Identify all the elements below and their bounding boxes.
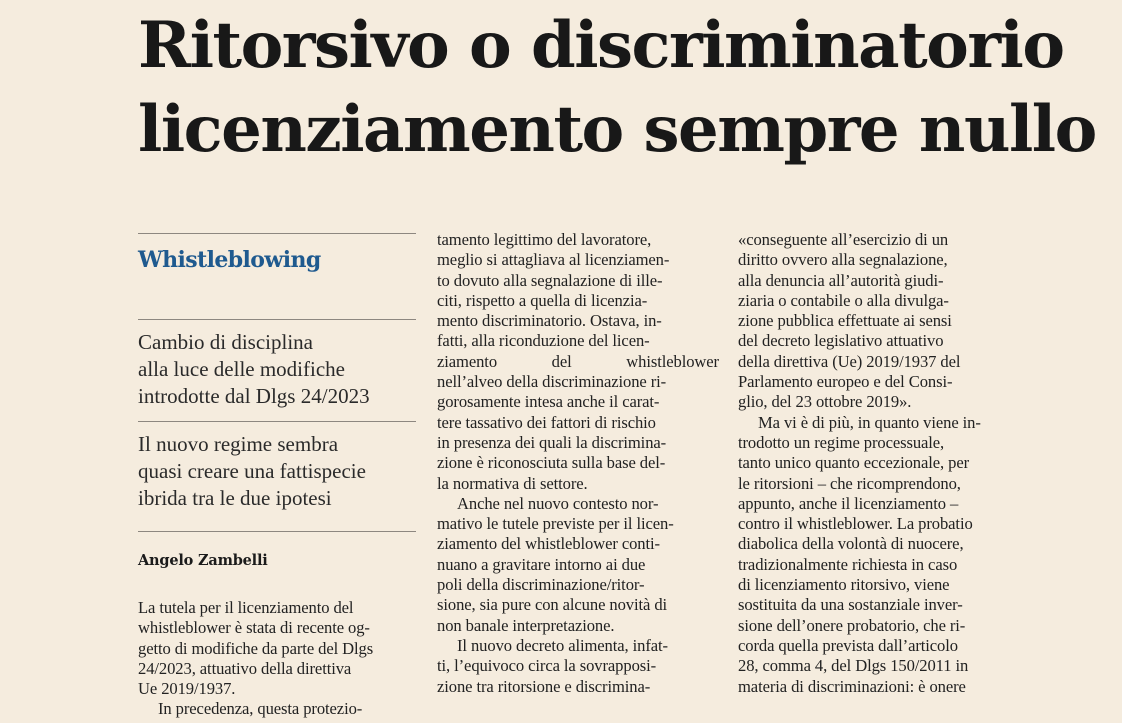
subheadline-line: introdotte dal Dlgs 24/2023 xyxy=(138,384,370,408)
article-body-column-1 xyxy=(138,598,416,720)
subheadline-line: quasi creare una fattispecie xyxy=(138,459,366,483)
text-line: citi, rispetto a quella di licenzia- xyxy=(437,290,648,310)
headline-line: licenziamento sempre nullo xyxy=(138,92,1096,167)
subheadline-line: alla luce delle modifiche xyxy=(138,357,345,381)
text-line: sostituita da una sostanziale inver- xyxy=(738,595,963,615)
text-line: diabolica della volontà di nuocere, xyxy=(738,534,964,554)
subheadline-line: Il nuovo regime sembra xyxy=(138,432,339,456)
text-line: «conseguente all’esercizio di un xyxy=(738,230,949,249)
text-line: sione, sia pure con alcune novità di xyxy=(437,595,668,615)
subheadline-line: Cambio di disciplina xyxy=(138,330,313,354)
text-line: ti, l’equivoco circa la sovrapposi- xyxy=(437,656,657,676)
text-line: appunto, anche il licenziamento – xyxy=(738,493,959,513)
text-line: diritto ovvero alla segnalazione, xyxy=(738,250,948,270)
text-line: ziamento del whistleblower conti- xyxy=(437,534,660,554)
author-byline: Angelo Zambelli xyxy=(138,552,268,569)
text-line: La tutela per il licenziamento del xyxy=(138,598,354,617)
article-body-column-3 xyxy=(738,230,1020,697)
text-line: ziamento del whistleblower xyxy=(437,351,719,371)
text-line: In precedenza, questa protezio- xyxy=(158,699,363,719)
text-line: le ritorsioni – che ricomprendono, xyxy=(738,473,961,493)
text-line: contro il whistleblower. La probatio xyxy=(738,514,973,534)
divider xyxy=(138,233,416,234)
text-line: tere tassativo dei fattori di rischio xyxy=(437,412,656,432)
text-line: poli della discriminazione/ritor- xyxy=(437,575,645,595)
text-line: alla denuncia all’autorità giudi- xyxy=(738,270,944,290)
subheadline-line: ibrida tra le due ipotesi xyxy=(138,486,332,510)
text-line: la normativa di settore. xyxy=(437,473,588,493)
text-line: tanto unico quanto eccezionale, per xyxy=(738,453,970,473)
text-line: Ue 2019/1937. xyxy=(138,679,236,699)
section-kicker: Whistleblowing xyxy=(138,247,321,273)
text-line: Il nuovo decreto alimenta, infat- xyxy=(457,635,668,655)
article-body-column-2 xyxy=(437,230,719,697)
text-line: nell’alveo della discriminazione ri- xyxy=(437,372,667,392)
text-line: tradizionalmente richiesta in caso xyxy=(738,554,958,574)
subheadline xyxy=(138,422,416,531)
text-line: to dovuto alla segnalazione di ille- xyxy=(437,270,663,290)
text-line: getto di modifiche da parte del Dlgs xyxy=(138,638,374,658)
text-line: in presenza dei quali la discrimina- xyxy=(437,432,667,452)
headline-line: Ritorsivo o discriminatorio xyxy=(138,8,1064,83)
text-line: Parlamento europeo e del Consi- xyxy=(738,372,953,392)
text-line: zione è riconosciuta sulla base del- xyxy=(437,453,666,473)
text-line: ziaria o contabile o alla divulga- xyxy=(738,290,949,310)
text-line: meglio si attagliava al licenziamen- xyxy=(437,250,670,270)
text-line: tamento legittimo del lavoratore, xyxy=(437,230,652,249)
text-line: corda quella prevista dall’articolo xyxy=(738,635,958,655)
text-line: 24/2023, attuativo della direttiva xyxy=(138,658,352,678)
text-line: gorosamente intesa anche il carat- xyxy=(437,392,660,412)
sidebar-column xyxy=(138,233,416,720)
text-line: nuano a gravitare intorno ai due xyxy=(437,554,646,574)
subheadline xyxy=(138,320,416,421)
text-line: materia di discriminazioni: è onere xyxy=(738,676,966,696)
text-line: non banale interpretazione. xyxy=(437,615,615,635)
text-line: del decreto legislativo attuativo xyxy=(738,331,944,351)
headline xyxy=(138,4,1098,172)
text-line: fatti, alla riconduzione del licen- xyxy=(437,331,650,351)
text-line: di licenziamento ritorsivo, viene xyxy=(738,575,950,595)
text-line: zione tra ritorsione e discrimina- xyxy=(437,676,651,696)
text-line: mativo le tutele previste per il licen- xyxy=(437,514,674,534)
text-line: mento discriminatorio. Ostava, in- xyxy=(437,311,662,331)
text-line: trodotto un regime processuale, xyxy=(738,432,945,452)
text-line: sione dell’onere probatorio, che ri- xyxy=(738,615,966,635)
text-line: glio, del 23 ottobre 2019». xyxy=(738,392,912,412)
divider xyxy=(138,531,416,532)
text-line: zione pubblica effettuate ai sensi xyxy=(738,311,952,331)
text-line: 28, comma 4, del Dlgs 150/2011 in xyxy=(738,656,969,676)
text-line: Ma vi è di più, in quanto viene in- xyxy=(758,412,981,432)
text-line: della direttiva (Ue) 2019/1937 del xyxy=(738,351,961,371)
text-line: whistleblower è stata di recente og- xyxy=(138,618,370,638)
text-line: Anche nel nuovo contesto nor- xyxy=(457,493,659,513)
